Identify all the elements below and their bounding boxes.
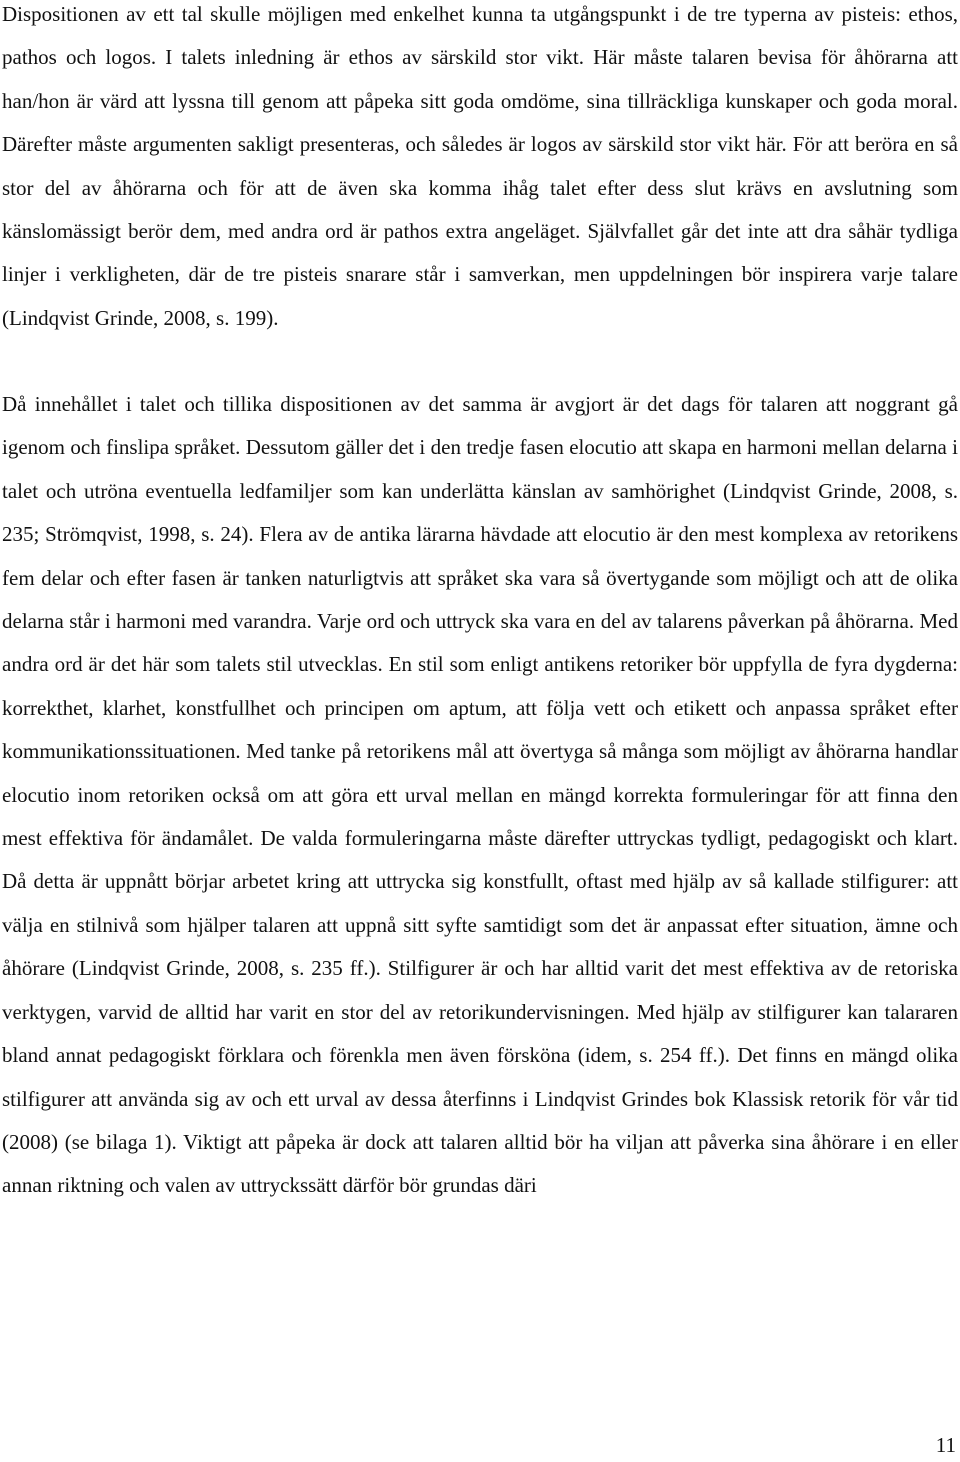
paragraph-elocutio: Då innehållet i talet och tillika dispositionen av det samma är avgjort är det dags för talaren att noggrant gå igenom och finslipa språket. Dessutom gäller det i den tredje fasen elocutio att skapa en harmoni mellan delarna i talet och utröna eventuella ledfamiljer som kan underlätta känslan av samhörighet (Lindqvist Grinde, 2008, s. 235; Strömqvist, 1998, s. 24). Flera av de antika lärarna hävdade att elocutio är den mest komplexa av retorikens fem delar och efter fasen är tanken naturligtvis att språket ska vara så övertygande som möjligt och att de olika delarna står i harmoni med varandra. Varje ord och uttryck ska vara en del av talarens påverkan på åhörarna. Med andra ord är det här som talets stil utvecklas. En stil som enligt antikens retoriker bör uppfylla de fyra dygderna: korrekthet, klarhet, konstfullhet och principen om aptum, att följa vett och etikett och anpassa språket efter kommunikationssituationen. Med tanke på retorikens mål att övertyga så många som möjligt av åhörarna handlar elocutio inom retoriken också om att göra ett urval mellan en mängd korrekta formuleringar för att finna den mest effektiva för ändamålet. De valda formuleringarna måste därefter uttryckas tydligt, pedagogiskt och klart. Då detta är uppnått börjar arbetet kring att uttrycka sig konstfullt, oftast med hjälp av så kallade stilfigurer: att välja en stilnivå som hjälper talaren att uppnå sitt syfte samtidigt som det är anpassat efter situation, ämne och åhörare (Lindqvist Grinde, 2008, s. 235 ff.). Stilfigurer är och har alltid varit det mest effektiva av de retoriska verktygen, varvid de alltid har varit en stor del av retorikundervisningen. Med hjälp av stilfigurer kan talararen bland annat pedagogiskt förklara och förenkla men även försköna (idem, s. 254 ff.). Det finns en mängd olika stilfigurer att använda sig av och ett urval av dessa återfinns i Lindqvist Grindes bok Klassisk retorik för vår tid (2008) (se bilaga 1). Viktigt att påpeka är dock att talaren alltid bör ha viljan att påverka sina åhörare i en eller annan riktning och valen av uttryckssätt därför bör grundas däri: [2, 392, 958, 1198]
page-number: 11: [935, 1433, 956, 1457]
paragraph-dispositio: Dispositionen av ett tal skulle möjligen med enkelhet kunna ta utgångspunkt i de tre typerna av pisteis: ethos, pathos och logos. I talets inledning är ethos av särskild stor vikt. Här måste talaren bevisa för åhörarna att han/hon är värd att lyssna till genom att påpeka sitt goda omdöme, sina tillräckliga kunskaper och goda moral. Därefter måste argumenten sakligt presenteras, och således är logos av särskild stor vikt här. För att beröra en så stor del av åhörarna och för att de även ska komma ihåg talet efter dess slut krävs en avslutning som känslomässigt berör dem, med andra ord är pathos extra angeläget. Självfallet går det inte att dra såhär tydliga linjer i verkligheten, där de tre pisteis snarare står i samverkan, men uppdelningen bör inspirera varje talare (Lindqvist Grinde, 2008, s. 199).: [2, 2, 958, 330]
